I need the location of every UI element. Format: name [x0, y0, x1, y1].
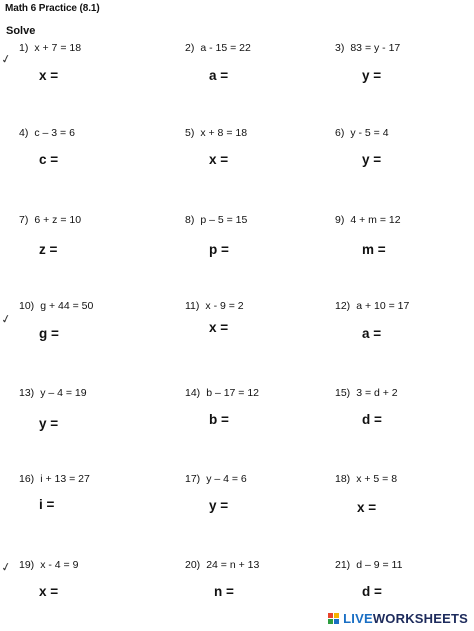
answer-label: i = — [39, 497, 55, 512]
liveworksheets-logo-icon — [328, 613, 340, 625]
problem-equation: a + 10 = 17 — [356, 300, 410, 312]
problem-4 — [19, 127, 159, 187]
answer-input[interactable] — [63, 324, 127, 344]
answer-label: d = — [362, 584, 382, 599]
answer-input[interactable] — [386, 410, 450, 430]
problem-equation: x + 5 = 8 — [356, 473, 398, 485]
problem-equation: 24 = n + 13 — [206, 559, 260, 571]
answer-input[interactable] — [380, 498, 444, 518]
problem-equation: 3 = d + 2 — [356, 387, 398, 399]
answer-input[interactable] — [62, 582, 126, 602]
answer-label: g = — [39, 326, 59, 341]
problem-equation: 4 + m = 12 — [350, 214, 401, 226]
problem-number: 10) — [19, 300, 35, 312]
answer-input[interactable] — [233, 240, 297, 260]
answer-label: x = — [209, 320, 229, 335]
problem-number: 19) — [19, 559, 35, 571]
problem-19 — [19, 559, 159, 619]
problem-number: 8) — [185, 214, 195, 226]
problem-21 — [335, 559, 474, 619]
problem-5 — [185, 127, 325, 187]
answer-label: y = — [39, 416, 59, 431]
worksheet-title: Math 6 Practice (8.1) — [5, 3, 100, 14]
answer-input[interactable] — [58, 495, 122, 515]
brand-text-worksheets: WORKSHEETS — [372, 611, 468, 626]
problem-6 — [335, 127, 474, 187]
answer-input[interactable] — [390, 240, 454, 260]
answer-input[interactable] — [232, 318, 296, 338]
problem-17 — [185, 473, 325, 533]
answer-label: x = — [39, 68, 59, 83]
problem-number: 11) — [185, 300, 200, 312]
problem-equation: d – 9 = 11 — [356, 559, 403, 571]
problem-equation: x - 4 = 9 — [40, 559, 79, 571]
answer-label: x = — [39, 584, 59, 599]
problem-15 — [335, 387, 474, 447]
problem-number: 4) — [19, 127, 29, 139]
answer-label: c = — [39, 152, 59, 167]
answer-input[interactable] — [385, 66, 449, 86]
liveworksheets-brand — [328, 611, 468, 626]
answer-label: y = — [362, 152, 382, 167]
problem-13 — [19, 387, 159, 447]
problem-11 — [185, 300, 325, 360]
answer-label: p = — [209, 242, 229, 257]
answer-label: n = — [214, 584, 234, 599]
problem-number: 9) — [335, 214, 345, 226]
problem-14 — [185, 387, 325, 447]
problem-8 — [185, 214, 325, 274]
problem-20 — [185, 559, 325, 619]
problem-equation: x - 9 = 2 — [205, 300, 244, 312]
problem-equation: b – 17 = 12 — [206, 387, 260, 399]
problem-number: 18) — [335, 473, 351, 485]
problem-7 — [19, 214, 159, 274]
instructions-heading: Solve — [6, 25, 36, 37]
answer-label: b = — [209, 412, 229, 427]
problem-equation: g + 44 = 50 — [40, 300, 94, 312]
problem-12 — [335, 300, 474, 360]
answer-label: d = — [362, 412, 382, 427]
problem-number: 2) — [185, 42, 195, 54]
problem-equation: i + 13 = 27 — [40, 473, 90, 485]
problem-number: 1) — [19, 42, 29, 54]
answer-input[interactable] — [238, 582, 302, 602]
answer-label: y = — [209, 498, 229, 513]
problem-18 — [335, 473, 474, 533]
problem-equation: 6 + z = 10 — [34, 214, 82, 226]
margin-mark: ✓ — [0, 51, 13, 67]
problem-equation: x + 7 = 18 — [34, 42, 82, 54]
answer-input[interactable] — [62, 150, 126, 170]
problem-equation: a - 15 = 22 — [200, 42, 251, 54]
answer-input[interactable] — [62, 66, 126, 86]
problem-equation: x + 8 = 18 — [200, 127, 248, 139]
answer-input[interactable] — [232, 66, 296, 86]
problem-equation: 83 = y - 17 — [350, 42, 401, 54]
problem-number: 15) — [335, 387, 351, 399]
problem-equation: y – 4 = 6 — [206, 473, 247, 485]
problem-9 — [335, 214, 474, 274]
answer-label: a = — [362, 326, 382, 341]
answer-input[interactable] — [385, 150, 449, 170]
margin-mark: ✓ — [0, 311, 13, 327]
answer-input[interactable] — [386, 582, 450, 602]
problem-number: 6) — [335, 127, 345, 139]
problem-number: 16) — [19, 473, 35, 485]
answer-input[interactable] — [62, 414, 126, 434]
answer-label: x = — [209, 152, 229, 167]
problem-equation: c – 3 = 6 — [34, 127, 75, 139]
problem-number: 13) — [19, 387, 35, 399]
problem-number: 5) — [185, 127, 195, 139]
problem-number: 20) — [185, 559, 201, 571]
problem-number: 7) — [19, 214, 29, 226]
problem-10 — [19, 300, 159, 360]
problem-1 — [19, 42, 159, 102]
answer-label: a = — [209, 68, 229, 83]
brand-text-live: LIVE — [343, 611, 373, 626]
problem-equation: y – 4 = 19 — [40, 387, 87, 399]
problem-2 — [185, 42, 325, 102]
answer-input[interactable] — [232, 150, 296, 170]
answer-label: y = — [362, 68, 382, 83]
problem-number: 14) — [185, 387, 201, 399]
answer-input[interactable] — [61, 240, 125, 260]
margin-mark: ✓ — [0, 559, 13, 575]
problem-3 — [335, 42, 474, 102]
problem-16 — [19, 473, 159, 533]
problem-number: 21) — [335, 559, 351, 571]
problem-equation: y - 5 = 4 — [350, 127, 389, 139]
problem-equation: p – 5 = 15 — [200, 214, 248, 226]
problem-number: 3) — [335, 42, 345, 54]
answer-label: x = — [357, 500, 377, 515]
problem-number: 17) — [185, 473, 201, 485]
problem-number: 12) — [335, 300, 351, 312]
answer-input[interactable] — [233, 410, 297, 430]
answer-input[interactable] — [385, 324, 449, 344]
answer-input[interactable] — [232, 496, 296, 516]
answer-label: z = — [39, 242, 58, 257]
answer-label: m = — [362, 242, 386, 257]
